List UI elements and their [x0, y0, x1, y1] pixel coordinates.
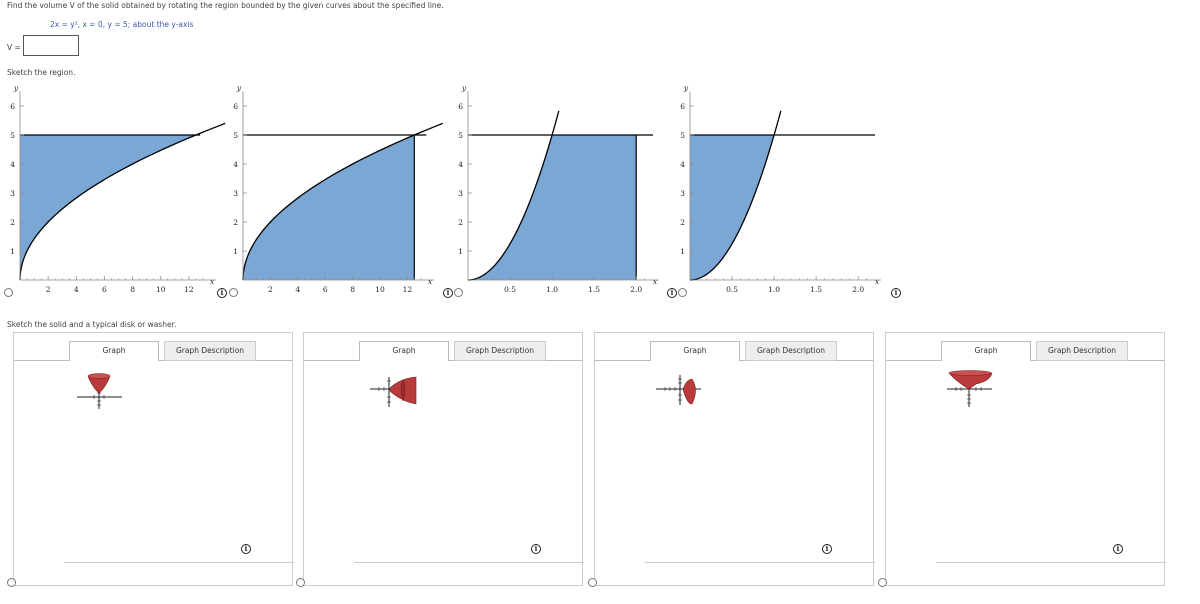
region-2-y-tick-label: 5 — [233, 131, 238, 140]
solid-panel-1-info-icon[interactable]: i — [241, 544, 251, 554]
region-1-shaded-area — [20, 135, 196, 280]
region-2-x-tick-label: 8 — [350, 285, 356, 294]
region-2-y-tick-label: 6 — [233, 102, 238, 111]
region-3-x-tick-label: 0.5 — [504, 285, 517, 294]
region-1-y-tick-label: 5 — [10, 131, 15, 140]
region-2-x-tick-label: 12 — [402, 285, 413, 294]
region-1-y-tick-label: 4 — [10, 160, 15, 169]
solid-panel-3-info-icon[interactable]: i — [822, 544, 832, 554]
solid-plot-1 — [14, 333, 294, 587]
region-1-y-axis-label: y — [13, 83, 19, 93]
region-3-y-tick-label: 1 — [458, 247, 463, 256]
region-2-y-tick-label: 1 — [233, 247, 238, 256]
solid-panel-4-info-icon[interactable]: i — [1113, 544, 1123, 554]
answer-label: V = — [7, 43, 21, 52]
region-2-x-tick-label: 2 — [268, 285, 273, 294]
region-2-x-tick-label: 10 — [375, 285, 385, 294]
region-option-3-info-icon[interactable]: i — [667, 288, 677, 298]
region-4-y-tick-label: 2 — [680, 218, 685, 227]
region-4-x-tick-label: 1.5 — [810, 285, 823, 294]
region-1-x-tick-label: 2 — [45, 285, 51, 294]
solid-panel-1 — [13, 332, 293, 586]
region-4-y-tick-label: 6 — [680, 102, 685, 111]
region-2-y-tick-label: 2 — [233, 218, 238, 227]
region-4-shaded-area — [690, 135, 774, 280]
region-option-3-radio[interactable] — [454, 288, 463, 297]
region-3-y-axis-label: y — [461, 83, 467, 93]
region-option-4-radio[interactable] — [678, 288, 687, 297]
question-text: Find the volume V of the solid obtained by rotating the region bounded by the given curves about the specified line. — [7, 1, 444, 10]
volume-answer-input[interactable] — [23, 35, 79, 56]
graph-description-tab-2[interactable]: Graph Description — [454, 341, 546, 361]
graph-description-tab-4[interactable]: Graph Description — [1036, 341, 1128, 361]
region-option-4-info-icon[interactable]: i — [891, 288, 901, 298]
question-equation: 2x = y², x = 0, y = 5; about the y-axis — [50, 20, 194, 29]
region-4-x-tick-label: 1.0 — [768, 285, 781, 294]
region-1-x-tick-label: 10 — [155, 285, 166, 294]
region-4-y-tick-label: 5 — [680, 131, 685, 140]
region-1-x-tick-label: 4 — [73, 285, 79, 294]
region-1-y-tick-label: 1 — [10, 247, 15, 256]
solid-panel-2-info-icon[interactable]: i — [531, 544, 541, 554]
sketch-solid-heading: Sketch the solid and a typical disk or washer. — [7, 320, 177, 329]
region-option-2-radio[interactable] — [229, 288, 238, 297]
graph-description-tab-3[interactable]: Graph Description — [745, 341, 837, 361]
region-3-y-tick-label: 2 — [458, 218, 463, 227]
solid-plot-3 — [595, 333, 875, 587]
region-1-x-tick-label: 12 — [184, 285, 194, 294]
solid-option-1-radio[interactable] — [7, 578, 16, 587]
region-2-y-axis-label: y — [236, 83, 242, 93]
region-3-y-tick-label: 4 — [458, 160, 463, 169]
graph-description-tab-1[interactable]: Graph Description — [164, 341, 256, 361]
solid-panel-2 — [303, 332, 583, 586]
graph-tab-4[interactable]: Graph — [941, 341, 1031, 361]
region-1-x-tick-label: 8 — [130, 285, 135, 294]
region-1-y-tick-label: 2 — [10, 218, 15, 227]
solid-plot-4 — [886, 333, 1166, 587]
region-option-1-info-icon[interactable]: i — [217, 288, 227, 298]
solid-option-2-radio[interactable] — [296, 578, 305, 587]
region-2-x-axis-label: x — [427, 277, 433, 286]
region-graphs — [0, 80, 1200, 305]
region-2-y-tick-label: 3 — [233, 189, 238, 198]
region-3-y-tick-label: 5 — [458, 131, 463, 140]
region-4-y-tick-label: 3 — [680, 189, 685, 198]
region-2-x-tick-label: 4 — [295, 285, 301, 294]
region-4-y-tick-label: 4 — [680, 160, 685, 169]
region-3-x-tick-label: 1.5 — [588, 285, 601, 294]
graph-tab-2[interactable]: Graph — [359, 341, 449, 361]
region-4-x-tick-label: 2.0 — [852, 285, 865, 294]
graph-tab-3[interactable]: Graph — [650, 341, 740, 361]
region-3-x-tick-label: 1.0 — [546, 285, 559, 294]
region-4-y-tick-label: 1 — [680, 247, 685, 256]
region-3-x-tick-label: 2.0 — [630, 285, 643, 294]
region-3-shaded-area — [468, 135, 636, 280]
solid-plot-2 — [304, 333, 584, 587]
region-1-x-tick-label: 6 — [102, 285, 107, 294]
region-2-y-tick-label: 4 — [233, 160, 238, 169]
solid-panel-3 — [594, 332, 874, 586]
region-4-x-axis-label: x — [874, 277, 880, 286]
region-option-1-radio[interactable] — [4, 288, 13, 297]
region-3-x-axis-label: x — [652, 277, 658, 286]
graph-tab-1[interactable]: Graph — [69, 341, 159, 361]
solid-panel-4 — [885, 332, 1165, 586]
region-4-y-axis-label: y — [683, 83, 689, 93]
region-option-2-info-icon[interactable]: i — [443, 288, 453, 298]
region-1-y-tick-label: 3 — [10, 189, 15, 198]
sketch-region-heading: Sketch the region. — [7, 68, 76, 77]
solid-option-4-radio[interactable] — [878, 578, 887, 587]
region-3-y-tick-label: 3 — [458, 189, 463, 198]
solid-option-3-radio[interactable] — [588, 578, 597, 587]
region-2-shaded-area — [243, 135, 414, 280]
region-4-x-tick-label: 0.5 — [726, 285, 739, 294]
region-1-y-tick-label: 6 — [10, 102, 15, 111]
region-2-x-tick-label: 6 — [322, 285, 328, 294]
region-3-y-tick-label: 6 — [458, 102, 463, 111]
region-1-x-axis-label: x — [209, 277, 215, 286]
